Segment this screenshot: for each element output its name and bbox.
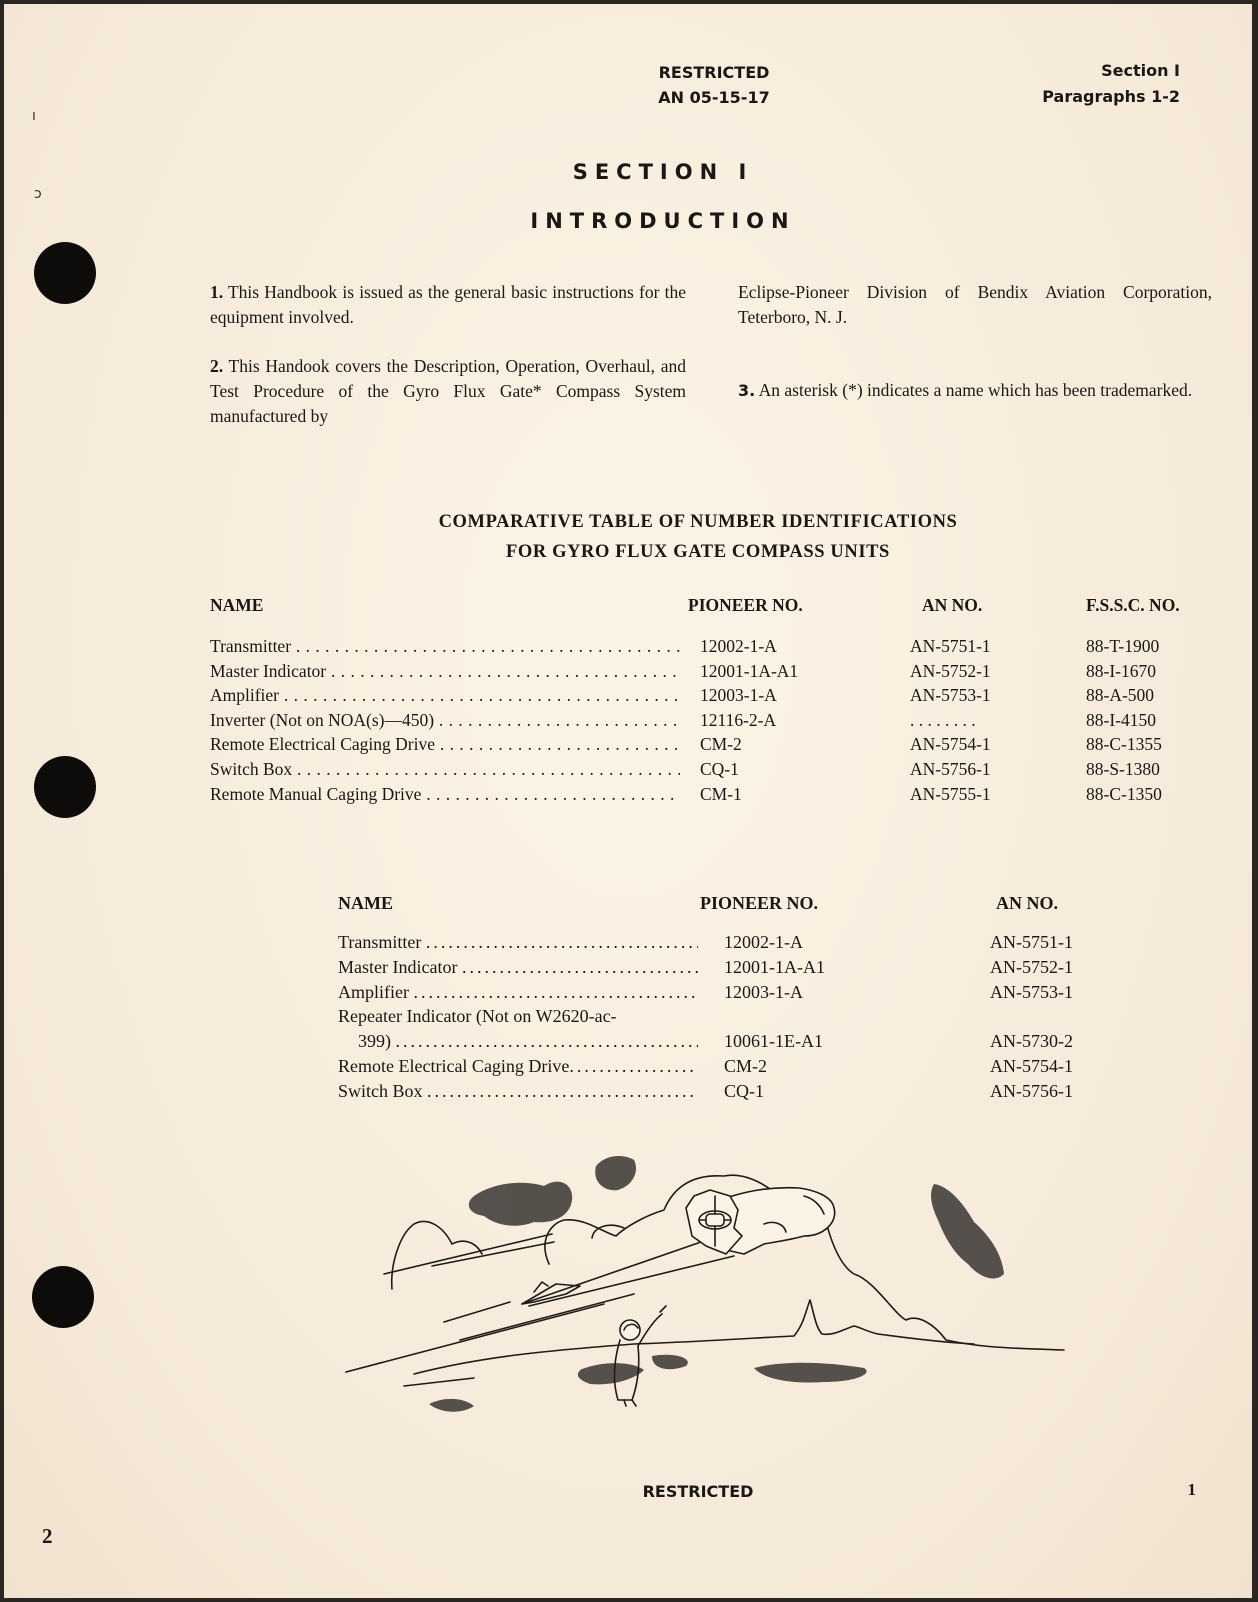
cell-pioneer: 12003-1-A xyxy=(724,981,803,1002)
table-row xyxy=(338,1004,1098,1029)
footer-classification: RESTRICTED xyxy=(642,1482,754,1501)
page-header-right xyxy=(1042,58,1180,110)
cell-name: Remote Electrical Caging Drive . . . xyxy=(210,732,680,757)
column-header-an: AN NO. xyxy=(996,893,1058,913)
cell-pioneer: 12001-1A-A1 xyxy=(724,956,825,977)
cell-fssc: 88-S-1380 xyxy=(1086,758,1160,779)
cartoon-illustration xyxy=(334,1124,1074,1424)
cell-pioneer: 12001-1A-A1 xyxy=(700,660,799,681)
cell-name: Switch Box ..... xyxy=(338,1079,698,1104)
cell-name: 399) ..... xyxy=(338,1029,698,1054)
secondary-table xyxy=(338,892,1098,1104)
cell-name: Master Indicator . . . xyxy=(210,659,680,684)
section-name-title: INTRODUCTION xyxy=(530,209,796,233)
paragraph-2-continued xyxy=(738,280,1212,330)
cell-pioneer: CM-2 xyxy=(700,734,742,755)
horizon-line xyxy=(414,1300,974,1374)
paragraph-text: An asterisk (*) indicates a name which has been trademarked. xyxy=(758,380,1193,400)
column-header-pioneer: PIONEER NO. xyxy=(700,893,819,913)
cell-an: AN-5754-1 xyxy=(910,734,991,755)
intro-left-column xyxy=(210,280,686,453)
paragraph-number: 1. xyxy=(210,282,224,302)
binder-hole-bottom xyxy=(32,1266,94,1328)
cell-pioneer: 12116-2-A xyxy=(700,709,777,730)
cell-fssc: 88-T-1900 xyxy=(1086,636,1160,656)
cell-name: Remote Manual Caging Drive . . . xyxy=(210,782,680,807)
cell-an: AN-5753-1 xyxy=(990,981,1073,1002)
cell-fssc: 88-I-4150 xyxy=(1086,709,1156,730)
page-header-center xyxy=(564,60,864,110)
binder-hole-middle xyxy=(34,756,96,818)
paragraph-text: Eclipse-Pioneer Division of Bendix Aviation Corporation, Teterboro, N. J. xyxy=(738,282,1212,327)
cell-pioneer: CQ-1 xyxy=(700,758,739,779)
table-header-row xyxy=(210,594,1190,634)
document-number: AN 05-15-17 xyxy=(658,88,770,107)
cell-pioneer: CM-1 xyxy=(700,783,742,804)
cell-an: AN-5754-1 xyxy=(990,1055,1073,1076)
column-header-name: NAME xyxy=(338,893,393,913)
paragraph-1 xyxy=(210,280,686,330)
paragraph-3 xyxy=(738,378,1212,403)
table-header-row xyxy=(338,892,1098,930)
table-row xyxy=(338,930,1098,955)
cell-name: Remote Electrical Caging Drive ..... xyxy=(338,1054,698,1079)
cell-an: AN-5753-1 xyxy=(910,685,991,706)
speed-line xyxy=(404,1378,474,1386)
cell-pioneer: 12002-1-A xyxy=(700,636,777,656)
cell-name: Transmitter . . . xyxy=(210,634,680,659)
cell-name: Transmitter ..... xyxy=(338,930,698,955)
table-row xyxy=(210,708,1190,733)
cell-an: . . . . . . . . xyxy=(910,709,976,730)
cell-an: AN-5752-1 xyxy=(990,956,1073,977)
table-title-line-2: FOR GYRO FLUX GATE COMPASS UNITS xyxy=(506,542,890,562)
speed-line xyxy=(384,1234,552,1274)
paragraph-number: 2. xyxy=(210,356,224,376)
table-row xyxy=(338,980,1098,1005)
table-title xyxy=(4,507,1252,567)
page-number: 1 xyxy=(1187,1480,1196,1499)
column-header-pioneer: PIONEER NO. xyxy=(688,595,803,615)
cell-an: AN-5756-1 xyxy=(990,1080,1073,1101)
cell-an: AN-5756-1 xyxy=(910,758,991,779)
section-number-title: SECTION I xyxy=(572,160,754,184)
cell-pioneer: CQ-1 xyxy=(724,1080,764,1101)
cell-an: AN-5751-1 xyxy=(990,932,1073,952)
table-row xyxy=(210,659,1190,684)
paragraph-number: 3. xyxy=(738,381,756,400)
table-row xyxy=(210,732,1190,757)
table-row xyxy=(338,1079,1098,1104)
airplane-with-gyro-icon xyxy=(686,1188,835,1254)
cell-name: Inverter (Not on NOA(s)—450) . . . xyxy=(210,708,680,733)
speed-line xyxy=(432,1242,554,1266)
cell-name: Amplifier . . . xyxy=(210,683,680,708)
paragraph-text: This Handbook is issued as the general basic instructions for the equipment involved. xyxy=(210,282,686,327)
cell-fssc: 88-C-1350 xyxy=(1086,783,1162,804)
cell-fssc: 88-A-500 xyxy=(1086,685,1155,706)
table-row xyxy=(338,955,1098,980)
cell-name: Switch Box . . . xyxy=(210,757,680,782)
cell-name: Repeater Indicator (Not on W2620-ac- xyxy=(338,1006,617,1027)
section-label: Section I xyxy=(1101,61,1180,80)
table-row xyxy=(210,757,1190,782)
cloud-outline xyxy=(392,1221,482,1289)
table-row xyxy=(210,782,1190,807)
cell-name: Master Indicator ..... xyxy=(338,955,698,980)
cell-an: AN-5752-1 xyxy=(910,660,991,681)
cell-pioneer: CM-2 xyxy=(724,1055,768,1076)
intro-right-column xyxy=(738,280,1212,427)
margin-mark: ɔ xyxy=(34,186,42,202)
table-row xyxy=(338,1054,1098,1079)
cell-pioneer: 12002-1-A xyxy=(724,932,803,952)
cell-pioneer: 12003-1-A xyxy=(700,685,777,706)
table-row xyxy=(210,634,1190,659)
paragraphs-label: Paragraphs 1-2 xyxy=(1042,87,1180,106)
cell-an: AN-5751-1 xyxy=(910,636,991,656)
paragraph-2 xyxy=(210,354,686,429)
comparative-table xyxy=(210,594,1190,806)
paragraph-text: This Handook covers the Description, Operation, Overhaul, and Test Procedure of the Gyro Flux Gate* Compass System manufactured by xyxy=(210,356,686,426)
classification-label: RESTRICTED xyxy=(658,63,770,82)
binder-hole-top xyxy=(34,242,96,304)
table-row xyxy=(338,1029,1098,1054)
document-page xyxy=(4,4,1252,1598)
column-header-fssc: F.S.S.C. NO. xyxy=(1086,595,1180,615)
cell-an: AN-5755-1 xyxy=(910,783,991,804)
column-header-an: AN NO. xyxy=(922,595,983,615)
speed-line xyxy=(444,1302,510,1322)
cell-fssc: 88-I-1670 xyxy=(1086,660,1156,681)
cell-fssc: 88-C-1355 xyxy=(1086,734,1162,755)
column-header-name: NAME xyxy=(210,595,264,615)
corner-mark: 2 xyxy=(42,1524,53,1548)
cell-pioneer: 10061-1E-A1 xyxy=(724,1031,823,1052)
margin-mark: ı xyxy=(32,108,36,124)
cell-name: Amplifier ..... xyxy=(338,980,698,1005)
table-row xyxy=(210,683,1190,708)
cell-an: AN-5730-2 xyxy=(990,1031,1073,1052)
table-title-line-1: COMPARATIVE TABLE OF NUMBER IDENTIFICATIONS xyxy=(438,512,958,532)
